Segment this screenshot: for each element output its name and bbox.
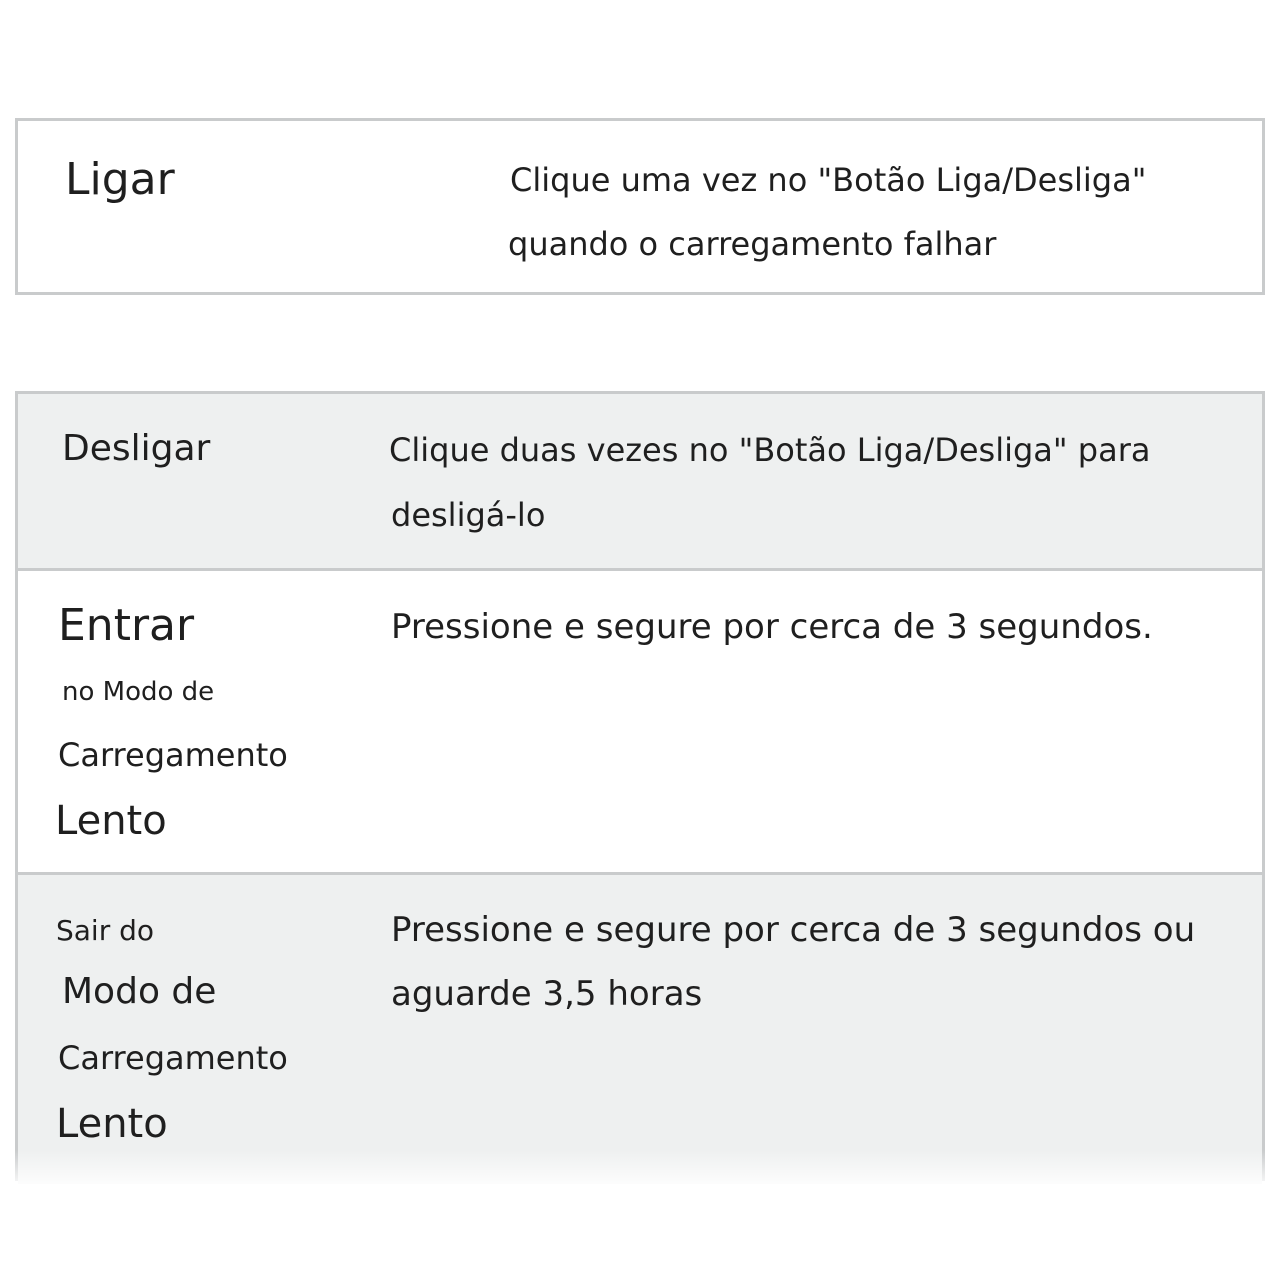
table-row-entrar [18,571,1262,872]
table-row-sair [18,875,1262,1184]
table-row-desligar [18,394,1262,568]
sair-description-line1: Pressione e segure por cerca de 3 segundos ou [391,910,1196,950]
ligar-description-line1: Clique uma vez no "Botão Liga/Desliga" [510,161,1147,199]
ligar-table [15,118,1265,295]
modes-table [15,391,1265,1181]
entrar-label-line3: Carregamento [58,736,288,774]
entrar-description-line1: Pressione e segure por cerca de 3 segundos. [391,607,1153,647]
entrar-label-line4: Lento [55,798,167,844]
sair-label-line4: Lento [56,1101,168,1147]
ligar-description-line2: quando o carregamento falhar [508,225,997,263]
ligar-label: Ligar [65,154,175,205]
bottom-fade [0,1150,1280,1190]
sair-label-line3: Carregamento [58,1039,288,1077]
sair-description-line2: aguarde 3,5 horas [391,974,703,1014]
sair-label-line1: Sair do [56,914,155,947]
desligar-description-line1: Clique duas vezes no "Botão Liga/Desliga" para [389,431,1151,469]
sair-label-line2: Modo de [62,971,217,1012]
entrar-label-line1: Entrar [58,600,195,651]
desligar-description-line2: desligá-lo [391,496,546,534]
desligar-label: Desligar [62,428,211,469]
entrar-label-line2: no Modo de [62,677,215,707]
